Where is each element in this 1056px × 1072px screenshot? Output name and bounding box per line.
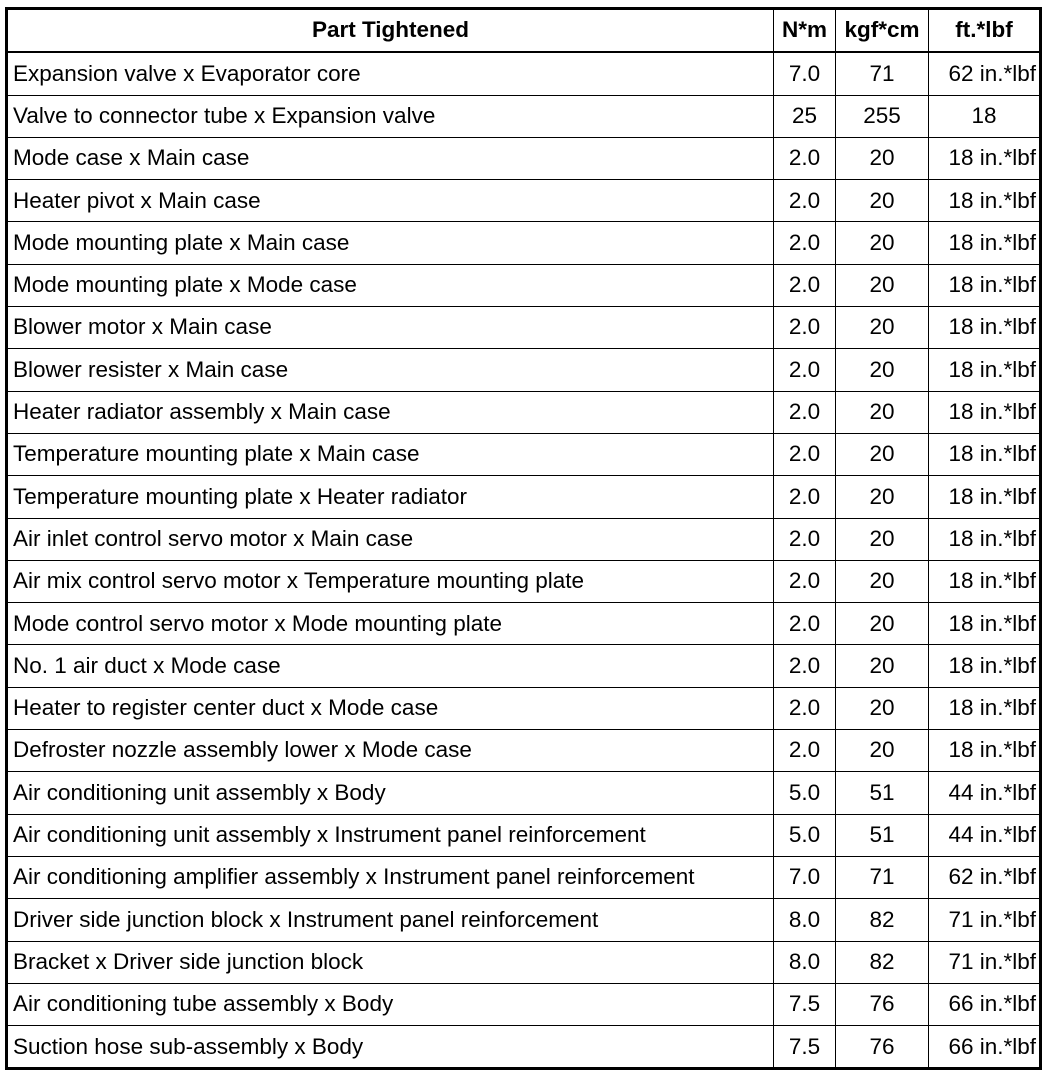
- cell-part-tightened: Heater to register center duct x Mode case: [7, 687, 774, 729]
- cell-part-tightened: Heater radiator assembly x Main case: [7, 391, 774, 433]
- cell-ftlbf: 71 in.*lbf: [929, 941, 1041, 983]
- cell-kgfcm: 51: [836, 772, 929, 814]
- table-row: [7, 518, 1041, 560]
- cell-part-tightened: Temperature mounting plate x Heater radiator: [7, 476, 774, 518]
- cell-nm: 2.0: [774, 560, 836, 602]
- cell-nm: 7.0: [774, 52, 836, 95]
- table-header-row: [7, 9, 1041, 53]
- table-row: [7, 687, 1041, 729]
- table-row: [7, 730, 1041, 772]
- cell-ftlbf: 18 in.*lbf: [929, 518, 1041, 560]
- table-body: [7, 52, 1041, 1069]
- cell-ftlbf: 18 in.*lbf: [929, 560, 1041, 602]
- header-ftlbf: ft.*lbf: [929, 9, 1041, 53]
- cell-kgfcm: 20: [836, 222, 929, 264]
- table-row: [7, 772, 1041, 814]
- cell-kgfcm: 20: [836, 264, 929, 306]
- table-row: [7, 476, 1041, 518]
- cell-kgfcm: 76: [836, 1026, 929, 1069]
- cell-part-tightened: Bracket x Driver side junction block: [7, 941, 774, 983]
- cell-ftlbf: 71 in.*lbf: [929, 899, 1041, 941]
- cell-kgfcm: 20: [836, 307, 929, 349]
- cell-nm: 2.0: [774, 391, 836, 433]
- table-row: [7, 560, 1041, 602]
- cell-ftlbf: 62 in.*lbf: [929, 52, 1041, 95]
- table-row: [7, 137, 1041, 179]
- cell-kgfcm: 76: [836, 983, 929, 1025]
- cell-kgfcm: 51: [836, 814, 929, 856]
- cell-nm: 8.0: [774, 941, 836, 983]
- cell-nm: 2.0: [774, 476, 836, 518]
- cell-ftlbf: 18 in.*lbf: [929, 137, 1041, 179]
- cell-part-tightened: Mode mounting plate x Mode case: [7, 264, 774, 306]
- cell-kgfcm: 255: [836, 95, 929, 137]
- cell-nm: 2.0: [774, 180, 836, 222]
- cell-nm: 7.5: [774, 1026, 836, 1069]
- cell-part-tightened: Driver side junction block x Instrument panel reinforcement: [7, 899, 774, 941]
- torque-spec-table: [5, 7, 1042, 1070]
- cell-kgfcm: 71: [836, 52, 929, 95]
- header-nm: N*m: [774, 9, 836, 53]
- cell-nm: 5.0: [774, 814, 836, 856]
- cell-part-tightened: Suction hose sub-assembly x Body: [7, 1026, 774, 1069]
- cell-nm: 2.0: [774, 603, 836, 645]
- cell-ftlbf: 18 in.*lbf: [929, 645, 1041, 687]
- header-part-tightened: Part Tightened: [7, 9, 774, 53]
- cell-ftlbf: 18 in.*lbf: [929, 687, 1041, 729]
- cell-ftlbf: 66 in.*lbf: [929, 983, 1041, 1025]
- cell-kgfcm: 20: [836, 687, 929, 729]
- cell-ftlbf: 44 in.*lbf: [929, 772, 1041, 814]
- cell-nm: 2.0: [774, 264, 836, 306]
- cell-kgfcm: 82: [836, 941, 929, 983]
- cell-kgfcm: 20: [836, 137, 929, 179]
- cell-part-tightened: Temperature mounting plate x Main case: [7, 433, 774, 475]
- table-row: [7, 52, 1041, 95]
- cell-part-tightened: Mode case x Main case: [7, 137, 774, 179]
- table-row: [7, 856, 1041, 898]
- cell-part-tightened: Expansion valve x Evaporator core: [7, 52, 774, 95]
- cell-part-tightened: Heater pivot x Main case: [7, 180, 774, 222]
- cell-kgfcm: 20: [836, 730, 929, 772]
- cell-nm: 2.0: [774, 687, 836, 729]
- table-row: [7, 1026, 1041, 1069]
- cell-kgfcm: 20: [836, 560, 929, 602]
- table-row: [7, 307, 1041, 349]
- table-row: [7, 391, 1041, 433]
- cell-kgfcm: 20: [836, 433, 929, 475]
- header-kgfcm: kgf*cm: [836, 9, 929, 53]
- cell-nm: 2.0: [774, 645, 836, 687]
- cell-nm: 2.0: [774, 730, 836, 772]
- cell-part-tightened: Defroster nozzle assembly lower x Mode case: [7, 730, 774, 772]
- cell-nm: 5.0: [774, 772, 836, 814]
- cell-ftlbf: 18: [929, 95, 1041, 137]
- cell-ftlbf: 18 in.*lbf: [929, 180, 1041, 222]
- cell-ftlbf: 18 in.*lbf: [929, 222, 1041, 264]
- cell-part-tightened: Valve to connector tube x Expansion valve: [7, 95, 774, 137]
- cell-kgfcm: 20: [836, 180, 929, 222]
- cell-part-tightened: No. 1 air duct x Mode case: [7, 645, 774, 687]
- cell-part-tightened: Mode mounting plate x Main case: [7, 222, 774, 264]
- cell-ftlbf: 18 in.*lbf: [929, 476, 1041, 518]
- cell-part-tightened: Blower resister x Main case: [7, 349, 774, 391]
- table-row: [7, 603, 1041, 645]
- cell-kgfcm: 20: [836, 603, 929, 645]
- table-row: [7, 349, 1041, 391]
- cell-nm: 2.0: [774, 137, 836, 179]
- cell-part-tightened: Air conditioning tube assembly x Body: [7, 983, 774, 1025]
- table-row: [7, 95, 1041, 137]
- cell-nm: 8.0: [774, 899, 836, 941]
- cell-nm: 2.0: [774, 222, 836, 264]
- cell-ftlbf: 18 in.*lbf: [929, 433, 1041, 475]
- table-row: [7, 180, 1041, 222]
- cell-nm: 2.0: [774, 349, 836, 391]
- cell-nm: 7.0: [774, 856, 836, 898]
- cell-ftlbf: 18 in.*lbf: [929, 349, 1041, 391]
- cell-ftlbf: 18 in.*lbf: [929, 603, 1041, 645]
- cell-ftlbf: 18 in.*lbf: [929, 730, 1041, 772]
- table-row: [7, 264, 1041, 306]
- cell-kgfcm: 71: [836, 856, 929, 898]
- cell-nm: 25: [774, 95, 836, 137]
- cell-ftlbf: 18 in.*lbf: [929, 307, 1041, 349]
- cell-part-tightened: Air conditioning unit assembly x Instrument panel reinforcement: [7, 814, 774, 856]
- cell-kgfcm: 20: [836, 476, 929, 518]
- cell-ftlbf: 66 in.*lbf: [929, 1026, 1041, 1069]
- cell-nm: 2.0: [774, 307, 836, 349]
- cell-kgfcm: 20: [836, 645, 929, 687]
- cell-kgfcm: 20: [836, 349, 929, 391]
- cell-part-tightened: Air conditioning amplifier assembly x Instrument panel reinforcement: [7, 856, 774, 898]
- cell-part-tightened: Air mix control servo motor x Temperature mounting plate: [7, 560, 774, 602]
- table-row: [7, 433, 1041, 475]
- cell-nm: 2.0: [774, 433, 836, 475]
- table-row: [7, 899, 1041, 941]
- cell-part-tightened: Blower motor x Main case: [7, 307, 774, 349]
- table-row: [7, 814, 1041, 856]
- cell-ftlbf: 44 in.*lbf: [929, 814, 1041, 856]
- table-row: [7, 645, 1041, 687]
- cell-part-tightened: Mode control servo motor x Mode mounting plate: [7, 603, 774, 645]
- cell-kgfcm: 20: [836, 518, 929, 560]
- table-row: [7, 941, 1041, 983]
- cell-part-tightened: Air inlet control servo motor x Main case: [7, 518, 774, 560]
- cell-nm: 2.0: [774, 518, 836, 560]
- cell-ftlbf: 18 in.*lbf: [929, 264, 1041, 306]
- table-row: [7, 222, 1041, 264]
- cell-kgfcm: 82: [836, 899, 929, 941]
- cell-kgfcm: 20: [836, 391, 929, 433]
- cell-nm: 7.5: [774, 983, 836, 1025]
- cell-part-tightened: Air conditioning unit assembly x Body: [7, 772, 774, 814]
- table-row: [7, 983, 1041, 1025]
- cell-ftlbf: 18 in.*lbf: [929, 391, 1041, 433]
- cell-ftlbf: 62 in.*lbf: [929, 856, 1041, 898]
